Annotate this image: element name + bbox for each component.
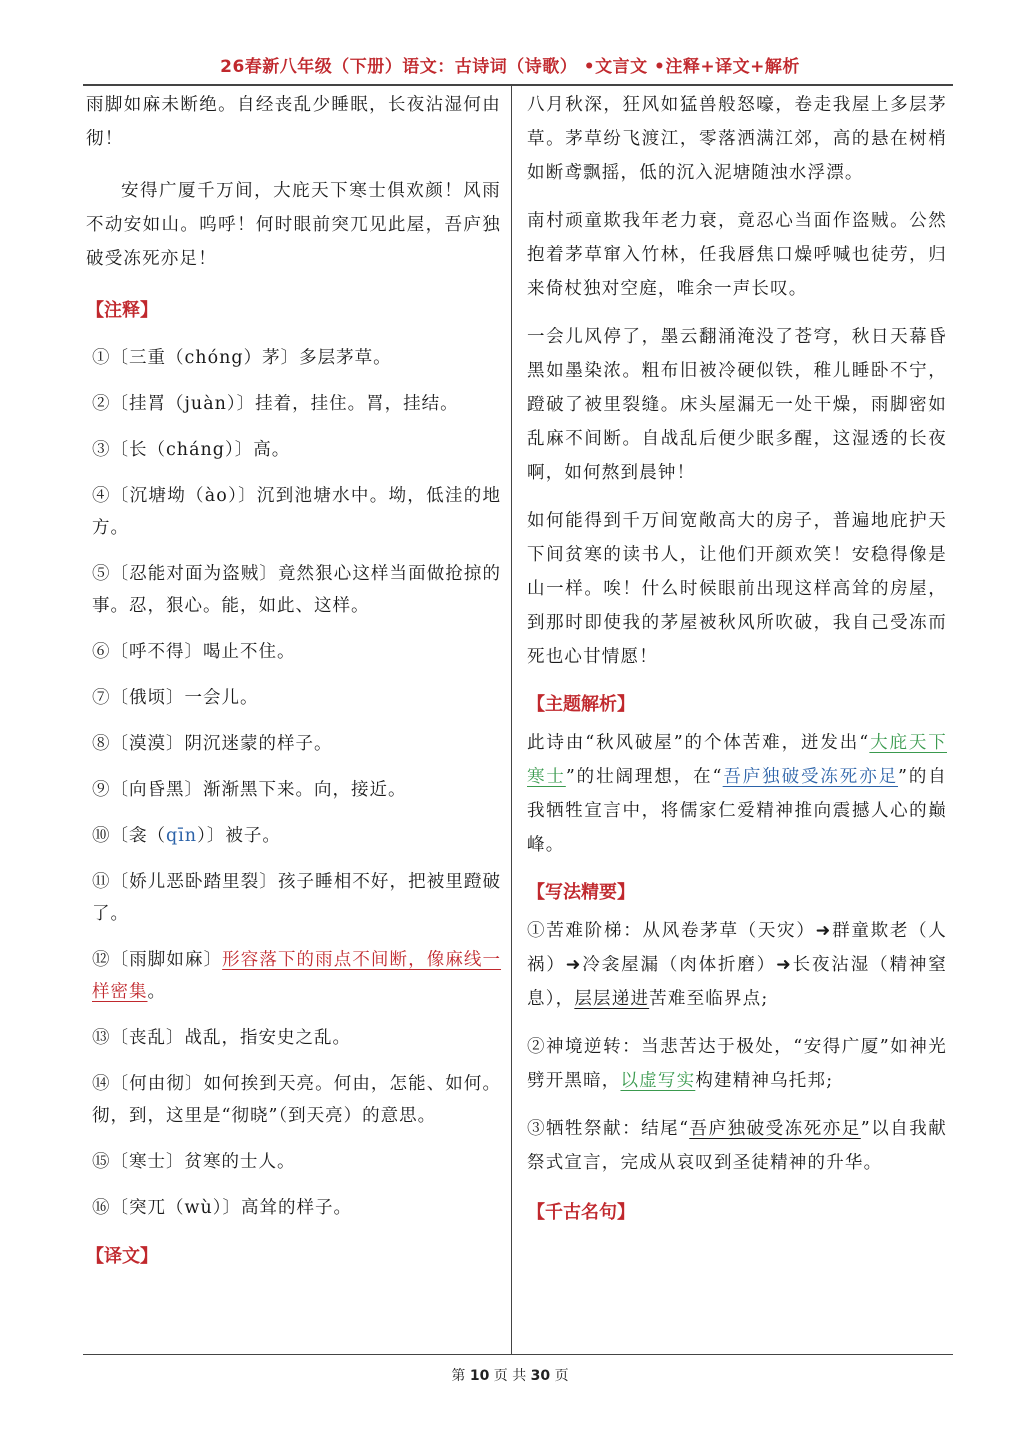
note-tail: ）〕高。 bbox=[224, 440, 291, 460]
notes-title: 【注释】 bbox=[86, 300, 158, 321]
translation-paragraph: 八月秋深，狂风如猛兽般怒嚎，卷走我屋上多层茅草。茅草纷飞渡江，零落洒满江郊，高的悬在树梢如断鸢飘摇，低的沉入泥塘随浊水浮漂。 bbox=[527, 95, 947, 183]
footer-text: 页 共 bbox=[489, 1368, 531, 1384]
theme-text: ”的壮阔理想，在“ bbox=[565, 767, 723, 787]
note-head: ⑧〔漠漠〕阴沉迷蒙的样子。 bbox=[92, 734, 333, 754]
pinyin: cháng bbox=[166, 440, 225, 460]
column-divider bbox=[511, 86, 512, 1354]
method-text: 构建精神乌托邦; bbox=[695, 1071, 834, 1091]
pinyin: wù bbox=[184, 1198, 213, 1218]
theme-title: 【主题解析】 bbox=[527, 694, 635, 715]
theme-paragraph bbox=[527, 726, 947, 862]
theme-text: 此诗由“秋风破屋”的个体苦难，迸发出“ bbox=[527, 733, 870, 753]
footer-text: 页 bbox=[550, 1368, 569, 1384]
note-head: ④〔沉塘坳（ bbox=[92, 486, 205, 506]
pinyin: juàn bbox=[184, 394, 227, 414]
notes-list bbox=[86, 342, 501, 852]
arrow-icon: ➜ bbox=[815, 921, 832, 941]
poem-paragraph: 雨脚如麻未断绝。自经丧乱少睡眠，长夜沾湿何由彻！ bbox=[86, 95, 501, 149]
method-text: 长夜沾湿（精神窒息）， bbox=[527, 955, 948, 1009]
note-tail: ）〕挂着，挂住。罥，挂结。 bbox=[226, 394, 459, 414]
arrow-icon: ➜ bbox=[565, 955, 582, 975]
method-item bbox=[527, 1112, 947, 1180]
translation-paragraph: 南村顽童欺我年老力衰，竟忍心当面作盗贼。公然抱着茅草窜入竹林，任我唇焦口燥呼喊也徒劳，归来倚杖独对空庭，唯余一声长叹。 bbox=[527, 211, 947, 299]
method-text: ①苦难阶梯：从风卷茅草（天灾） bbox=[527, 921, 816, 941]
note-item bbox=[86, 388, 501, 420]
method-highlight-green: 以虚写实 bbox=[620, 1071, 696, 1091]
note-tail: ）〕高耸的样子。 bbox=[212, 1198, 352, 1218]
method-item bbox=[527, 1030, 947, 1098]
method-text: ③牺牲祭献：结尾“ bbox=[527, 1119, 690, 1139]
page-footer bbox=[0, 1365, 1020, 1385]
method-text: ②神境逆转：当悲苦达于极处，“安得广厦”如神光劈开黑暗， bbox=[527, 1037, 947, 1091]
note-item bbox=[86, 1192, 501, 1224]
method-underline: 吾庐独破受冻死亦足 bbox=[689, 1119, 861, 1139]
method-text: 苦难至临界点; bbox=[649, 989, 769, 1009]
note-item bbox=[86, 774, 501, 806]
note-item: ⑮〔寒士〕贫寒的士人。 bbox=[92, 1152, 296, 1172]
note-head: ⑤〔忍能对面为盗贼〕竟然狠心这样当面做抢掠的事。忍，狠心。能，如此、这样。 bbox=[92, 564, 501, 616]
famous-lines-title: 【千古名句】 bbox=[527, 1202, 635, 1223]
note-item: ⑪〔娇儿恶卧踏里裂〕孩子睡相不好，把被里蹬破了。 bbox=[92, 872, 501, 924]
note-head: ⑩〔衾（ bbox=[92, 826, 166, 846]
note-head: ①〔三重（ bbox=[92, 348, 185, 368]
method-text: 群童欺老（人祸） bbox=[527, 921, 948, 975]
note-item bbox=[86, 944, 501, 1008]
left-column bbox=[86, 88, 501, 1268]
page-header: 26春新八年级（下册）语文：古诗词（诗歌） •文言文 •注释+译文+解析 bbox=[220, 57, 800, 77]
method-text: ”以自我献祭式宣言，完成从哀叹到圣徒精神的升华。 bbox=[527, 1119, 947, 1173]
note-highlight: 形容落下的雨点不间断，像麻线一样密集 bbox=[92, 950, 502, 1002]
note-item: ⑭〔何由彻〕如何挨到天亮。何由，怎能、如何。彻，到，这里是“彻晓”（到天亮）的意思。 bbox=[92, 1074, 501, 1126]
method-text: 冷衾屋漏（肉体折磨） bbox=[581, 955, 777, 975]
note-tail: ）茅〕多层茅草。 bbox=[243, 348, 392, 368]
current-page: 10 bbox=[469, 1368, 490, 1384]
note-item bbox=[86, 728, 501, 760]
note-head: ⑦〔俄顷〕一会儿。 bbox=[92, 688, 259, 708]
pinyin: qīn bbox=[166, 826, 198, 846]
note-head: ③〔长（ bbox=[92, 440, 166, 460]
note-item bbox=[86, 434, 501, 466]
note-item bbox=[86, 820, 501, 852]
note-head: ⑯〔突兀（ bbox=[92, 1198, 185, 1218]
theme-highlight-blue: 吾庐独破受冻死亦足 bbox=[722, 767, 899, 787]
note-item bbox=[86, 682, 501, 714]
note-item bbox=[86, 636, 501, 668]
theme-text: ”的自我牺牲宣言中，将儒家仁爱精神推向震撼人心的巅峰。 bbox=[527, 767, 947, 855]
note-tail: 。 bbox=[147, 982, 166, 1002]
note-item bbox=[86, 480, 501, 544]
method-underline: 层层递进 bbox=[574, 989, 650, 1009]
poem-paragraph: 安得广厦千万间，大庇天下寒士俱欢颜！风雨不动安如山。呜呼！何时眼前突兀见此屋，吾庐独破受冻死亦足！ bbox=[86, 181, 501, 269]
theme-highlight-green: 大庇天下寒士 bbox=[527, 733, 947, 787]
note-item bbox=[86, 558, 501, 622]
translation-title: 【译文】 bbox=[86, 1246, 158, 1267]
footer-rule bbox=[83, 1354, 953, 1355]
method-item bbox=[527, 914, 947, 1016]
note-tail: ）〕被子。 bbox=[197, 826, 281, 846]
pinyin: ào bbox=[204, 486, 228, 506]
note-head: ⑨〔向昏黑〕渐渐黑下来。向，接近。 bbox=[92, 780, 407, 800]
note-head: ②〔挂罥（ bbox=[92, 394, 185, 414]
note-head: ⑫〔雨脚如麻〕 bbox=[92, 950, 223, 970]
total-pages: 30 bbox=[530, 1368, 551, 1384]
translation-paragraph: 如何能得到千万间宽敞高大的房子，普遍地庇护天下间贫寒的读书人，让他们开颜欢笑！安稳得像是山一样。唉！什么时候眼前出现这样高耸的房屋，到那时即使我的茅屋被秋风所吹破，我自己受冻而死也心甘情愿！ bbox=[527, 511, 947, 667]
note-tail: ）〕沉到池塘水中。坳，低洼的地方。 bbox=[92, 486, 502, 538]
note-item bbox=[86, 342, 501, 374]
right-column bbox=[527, 88, 947, 1224]
arrow-icon: ➜ bbox=[776, 955, 792, 975]
note-item: ⑬〔丧乱〕战乱，指安史之乱。 bbox=[92, 1028, 351, 1048]
header-rule bbox=[83, 84, 953, 86]
note-head: ⑥〔呼不得〕喝止不住。 bbox=[92, 642, 296, 662]
footer-text: 第 bbox=[451, 1368, 470, 1384]
pinyin: chóng bbox=[184, 348, 244, 368]
translation-paragraph: 一会儿风停了，墨云翻涌淹没了苍穹，秋日天幕昏黑如墨染浓。粗布旧被冷硬似铁，稚儿睡卧不宁，蹬破了被里裂缝。床头屋漏无一处干燥，雨脚密如乱麻不间断。自战乱后便少眠多醒，这湿透的长夜啊，如何熬到晨钟！ bbox=[527, 327, 947, 483]
method-title: 【写法精要】 bbox=[527, 882, 635, 903]
